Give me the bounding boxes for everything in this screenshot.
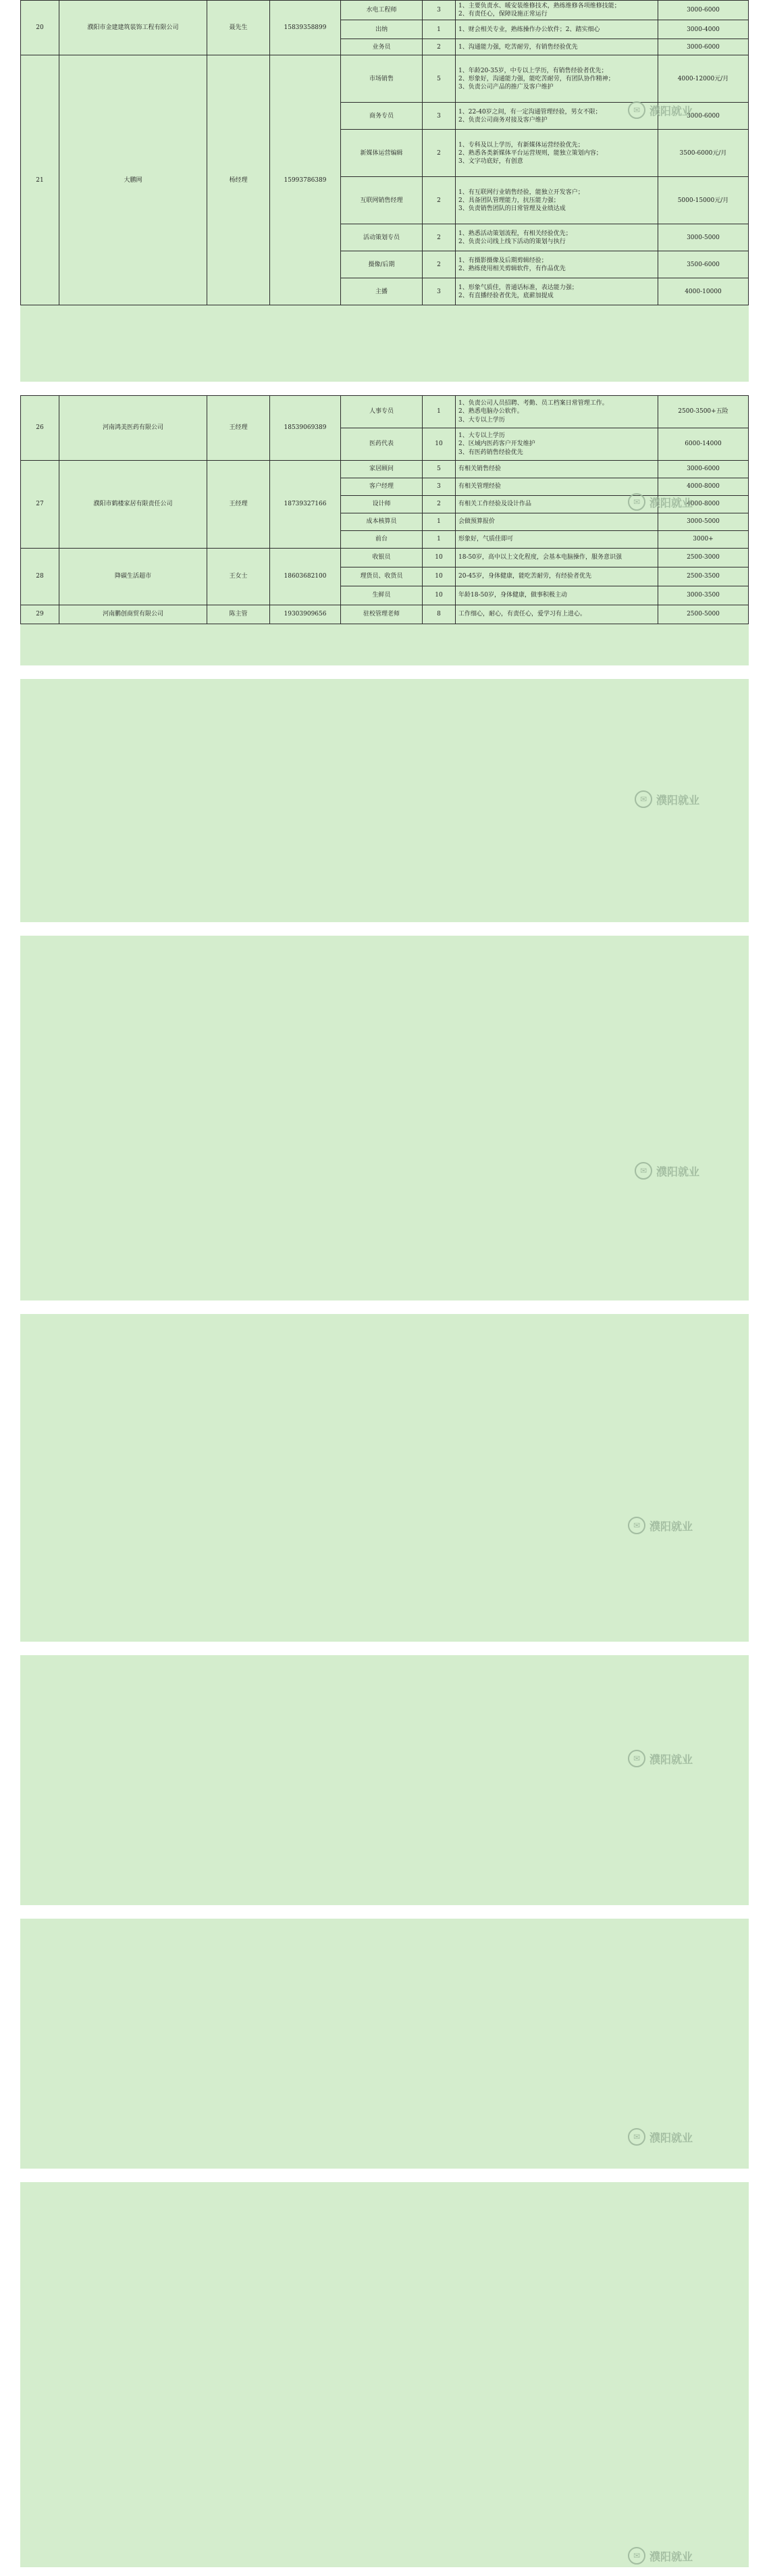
row-number: 20 — [21, 1, 59, 55]
job-requirements: 18-50岁，高中以上文化程度，会基本电脑操作，服务意识强 — [456, 549, 658, 567]
company-name: 河南鸿美医药有限公司 — [59, 396, 207, 461]
salary: 2500-3500 — [658, 567, 749, 586]
watermark: ✉ 濮阳就业 — [628, 1750, 693, 1767]
wechat-icon: ✉ — [628, 1750, 645, 1767]
watermark: ✉ 濮阳就业 — [635, 1162, 699, 1180]
salary: 4000-8000 — [658, 496, 749, 513]
salary: 4000-12000元/月 — [658, 55, 749, 103]
job-requirements: 1、大专以上学历 2、区域内医药客户开发维护 3、有医药销售经验优先 — [456, 428, 658, 461]
salary: 3000-4000 — [658, 20, 749, 39]
headcount: 2 — [423, 177, 456, 224]
contact-phone: 15839358899 — [270, 1, 341, 55]
position-title: 摄像/后期 — [341, 251, 423, 278]
contact-person: 王经理 — [207, 396, 270, 461]
table-section-placeholder — [20, 1314, 749, 1642]
job-requirements: 有相关管理经验 — [456, 478, 658, 496]
headcount: 3 — [423, 103, 456, 130]
headcount: 1 — [423, 513, 456, 531]
job-requirements: 1、有摄影摄像及后期剪辑经验； 2、熟练使用相关剪辑软件，有作品优先 — [456, 251, 658, 278]
wechat-icon: ✉ — [628, 2128, 645, 2146]
wechat-icon: ✉ — [628, 2547, 645, 2565]
row-number: 29 — [21, 605, 59, 624]
salary: 3500-6000元/月 — [658, 130, 749, 177]
salary: 2500-3000 — [658, 549, 749, 567]
headcount: 5 — [423, 461, 456, 478]
watermark: ✉ 濮阳就业 — [635, 790, 699, 808]
recruitment-table-section — [20, 395, 749, 665]
row-number: 28 — [21, 549, 59, 605]
job-requirements: 有相关销售经验 — [456, 461, 658, 478]
contact-phone: 15993786389 — [270, 55, 341, 305]
headcount: 2 — [423, 39, 456, 55]
job-requirements: 1、沟通能力强，吃苦耐劳，有销售经验优先 — [456, 39, 658, 55]
job-requirements: 年龄18-50岁，身体健康，做事积极主动 — [456, 586, 658, 605]
position-title: 前台 — [341, 531, 423, 549]
salary: 3000-3500 — [658, 586, 749, 605]
job-requirements: 1、负责公司人员招聘、考勤、员工档案日常管理工作。 2、熟悉电脑办公软件。 3、大专以上学历 — [456, 396, 658, 428]
salary: 2500-3500+五险 — [658, 396, 749, 428]
wechat-icon: ✉ — [628, 101, 645, 119]
salary: 2500-5000 — [658, 605, 749, 624]
headcount: 2 — [423, 251, 456, 278]
headcount: 10 — [423, 549, 456, 567]
row-number: 21 — [21, 55, 59, 305]
job-requirements: 1、熟悉活动策划流程，有相关经验优先； 2、负责公司线上线下活动的策划与执行 — [456, 224, 658, 251]
contact-person: 王经理 — [207, 461, 270, 549]
watermark: ✉ 濮阳就业 — [628, 101, 693, 119]
job-requirements: 形象好，气质佳即可 — [456, 531, 658, 549]
position-title: 驻校管理老师 — [341, 605, 423, 624]
watermark: ✉ 濮阳就业 — [628, 2128, 693, 2146]
table-row — [21, 605, 749, 624]
contact-phone: 18603682100 — [270, 549, 341, 605]
job-requirements: 有相关工作经验及设计作品 — [456, 496, 658, 513]
table-row — [21, 549, 749, 567]
salary: 3000-5000 — [658, 513, 749, 531]
position-title: 商务专员 — [341, 103, 423, 130]
headcount: 10 — [423, 586, 456, 605]
watermark: ✉ 濮阳就业 — [628, 493, 693, 511]
position-title: 成本核算员 — [341, 513, 423, 531]
job-requirements: 工作细心，耐心，有责任心，爱学习有上进心。 — [456, 605, 658, 624]
contact-phone: 18539069389 — [270, 396, 341, 461]
job-requirements: 会做预算报价 — [456, 513, 658, 531]
job-requirements: 1、主要负责水、暖安装维修技术，熟练维修各项维修技能； 2、有责任心，保障设施正常运行 — [456, 1, 658, 20]
position-title: 收银员 — [341, 549, 423, 567]
salary: 5000-15000元/月 — [658, 177, 749, 224]
table-row — [21, 55, 749, 103]
contact-phone: 18739327166 — [270, 461, 341, 549]
position-title: 人事专员 — [341, 396, 423, 428]
position-title: 新媒体运营编辑 — [341, 130, 423, 177]
table-section-placeholder — [20, 1655, 749, 1905]
contact-person: 聂先生 — [207, 1, 270, 55]
headcount: 2 — [423, 130, 456, 177]
position-title: 生鲜员 — [341, 586, 423, 605]
headcount: 2 — [423, 224, 456, 251]
wechat-icon: ✉ — [628, 1517, 645, 1534]
wechat-icon: ✉ — [628, 493, 645, 511]
salary: 3000-6000 — [658, 39, 749, 55]
salary: 3000-5000 — [658, 224, 749, 251]
table-row — [21, 396, 749, 428]
table-section-placeholder — [20, 2182, 749, 2567]
contact-phone: 19303909656 — [270, 605, 341, 624]
job-requirements: 1、年龄20-35岁，中专以上学历，有销售经验者优先； 2、形象好，沟通能力强，能吃苦耐劳，有团队协作精神； 3、负责公司产品的推广及客户维护 — [456, 55, 658, 103]
headcount: 3 — [423, 1, 456, 20]
jobs-table — [20, 0, 749, 305]
position-title: 主播 — [341, 278, 423, 305]
headcount: 5 — [423, 55, 456, 103]
row-number: 26 — [21, 396, 59, 461]
salary: 3000+ — [658, 531, 749, 549]
job-requirements: 1、专科及以上学历，有新媒体运营经验优先； 2、熟悉各类新媒体平台运营规则，能独立策划内容； 3、文字功底好，有创意 — [456, 130, 658, 177]
salary: 3000-6000 — [658, 103, 749, 130]
job-requirements: 1、财会相关专业，熟练操作办公软件；2、踏实细心 — [456, 20, 658, 39]
contact-person: 杨经理 — [207, 55, 270, 305]
headcount: 10 — [423, 567, 456, 586]
job-requirements: 20-45岁，身体健康，能吃苦耐劳，有经验者优先 — [456, 567, 658, 586]
headcount: 1 — [423, 396, 456, 428]
headcount: 1 — [423, 20, 456, 39]
headcount: 1 — [423, 531, 456, 549]
headcount: 2 — [423, 496, 456, 513]
contact-person: 陈主管 — [207, 605, 270, 624]
position-title: 水电工程师 — [341, 1, 423, 20]
salary: 4000-8000 — [658, 478, 749, 496]
job-requirements: 1、有互联网行业销售经验，能独立开发客户； 2、具备团队管理能力，抗压能力强； 3、负责销售团队的日常管理及业绩达成 — [456, 177, 658, 224]
watermark: ✉ 濮阳就业 — [628, 1517, 693, 1534]
position-title: 家居顾问 — [341, 461, 423, 478]
position-title: 互联网销售经理 — [341, 177, 423, 224]
table-section-placeholder — [20, 936, 749, 1300]
company-name: 濮阳市金建建筑装饰工程有限公司 — [59, 1, 207, 55]
headcount: 8 — [423, 605, 456, 624]
salary: 3500-6000 — [658, 251, 749, 278]
job-requirements: 1、形象气质佳，普通话标准，表达能力强； 2、有直播经验者优先，底薪加提成 — [456, 278, 658, 305]
position-title: 活动策划专员 — [341, 224, 423, 251]
company-name: 濮阳市鹤楼家居有限责任公司 — [59, 461, 207, 549]
recruitment-table-section — [20, 0, 749, 382]
position-title: 市场销售 — [341, 55, 423, 103]
position-title: 医药代表 — [341, 428, 423, 461]
job-requirements: 1、22-40岁之间，有一定沟通管理经验，男女不限； 2、负责公司商务对接及客户维护 — [456, 103, 658, 130]
contact-person: 王女士 — [207, 549, 270, 605]
table-row — [21, 1, 749, 20]
position-title: 设计师 — [341, 496, 423, 513]
headcount: 3 — [423, 478, 456, 496]
wechat-icon: ✉ — [635, 1162, 652, 1180]
position-title: 出纳 — [341, 20, 423, 39]
watermark: ✉ 濮阳就业 — [628, 2547, 693, 2565]
salary: 3000-6000 — [658, 461, 749, 478]
position-title: 客户经理 — [341, 478, 423, 496]
row-number: 27 — [21, 461, 59, 549]
position-title: 业务员 — [341, 39, 423, 55]
wechat-icon: ✉ — [635, 790, 652, 808]
table-row — [21, 461, 749, 478]
company-name: 大鹏网 — [59, 55, 207, 305]
salary: 6000-14000 — [658, 428, 749, 461]
salary: 3000-6000 — [658, 1, 749, 20]
position-title: 理货员、收货员 — [341, 567, 423, 586]
headcount: 10 — [423, 428, 456, 461]
salary: 4000-10000 — [658, 278, 749, 305]
company-name: 河南鹏创商贸有限公司 — [59, 605, 207, 624]
company-name: 降碳生活超市 — [59, 549, 207, 605]
headcount: 3 — [423, 278, 456, 305]
